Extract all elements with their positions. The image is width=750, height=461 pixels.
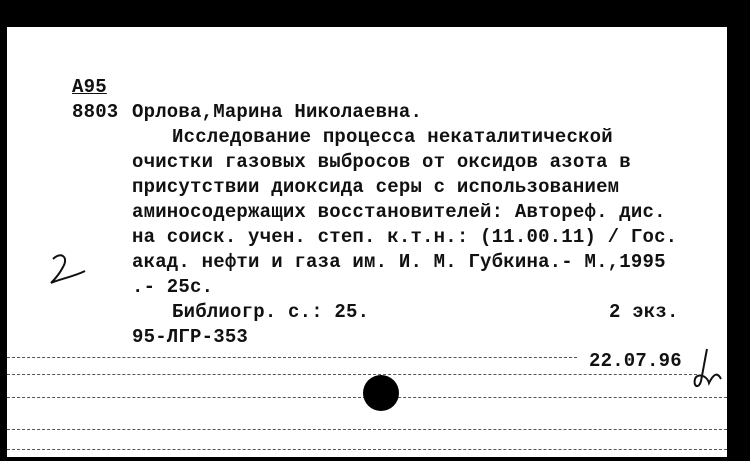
title-line-4: аминосодержащих восстановителей: Автореф. дис. [132, 201, 666, 223]
title-line-1: Исследование процесса некаталитической [172, 126, 613, 148]
card-number: 8803 [72, 101, 119, 123]
signature-icon [687, 345, 727, 395]
copies-count: 2 экз. [609, 301, 679, 323]
dashed-rule-5 [7, 449, 727, 450]
catalog-card [7, 27, 727, 457]
title-line-3: присутствии диоксида серы с использованием [132, 176, 620, 198]
card-edge-shadow [727, 0, 750, 461]
dashed-rule-4 [7, 429, 727, 430]
title-line-2: очистки газовых выбросов от оксидов азота в [132, 151, 631, 173]
punch-hole [363, 375, 399, 411]
dashed-rule-1 [7, 357, 577, 358]
handwritten-mark-icon [45, 249, 95, 289]
bibliography-note: Библиогр. с.: 25. [172, 301, 370, 323]
registration-number: 95-ЛГР-353 [132, 326, 249, 348]
author-name: Орлова,Марина Николаевна. [132, 101, 423, 123]
date-stamp: 22.07.96 [589, 350, 682, 372]
title-line-5: на соиск. учен. степ. к.т.н.: (11.00.11) / Гос. [132, 226, 678, 248]
shelf-mark: А95 [72, 76, 107, 98]
title-line-6: акад. нефти и газа им. И. М. Губкина.- М.,1995 [132, 251, 666, 273]
dashed-rule-2 [7, 374, 697, 375]
title-line-7: .- 25с. [132, 276, 214, 298]
